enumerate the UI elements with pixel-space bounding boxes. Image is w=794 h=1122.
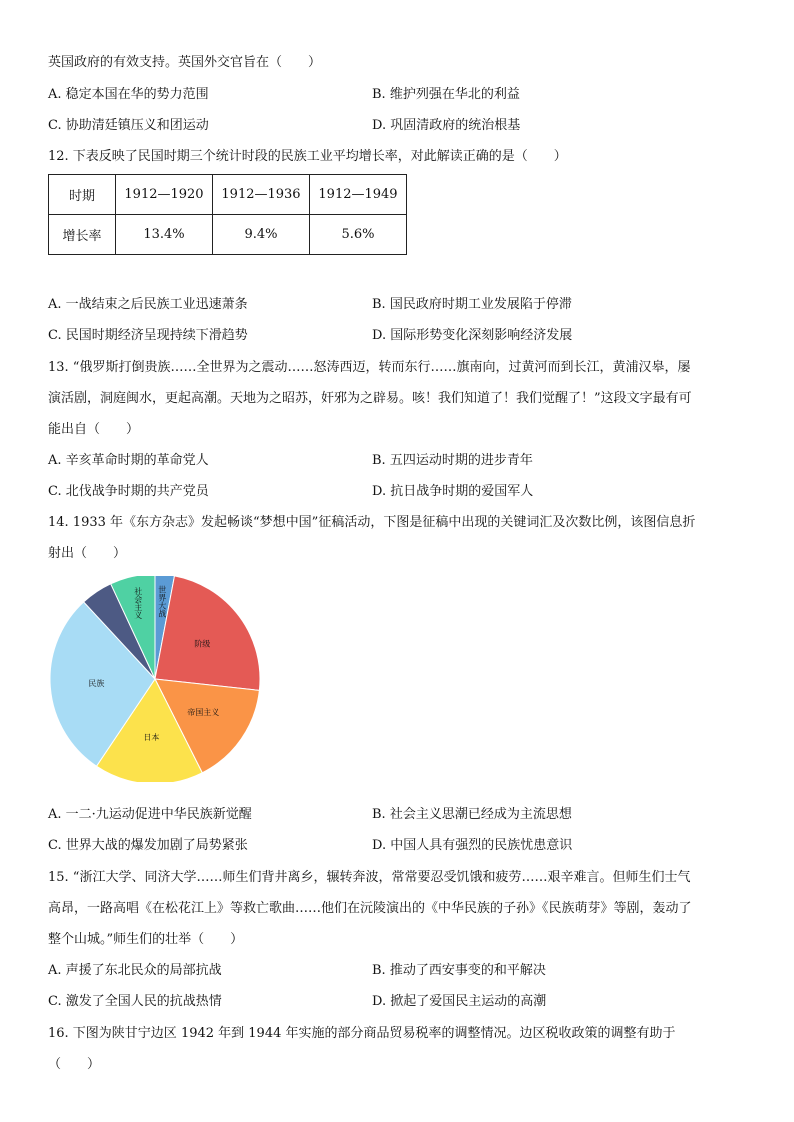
- q15-stem-line-3: 整个山城。”师生们的壮举（ ）: [48, 932, 244, 947]
- q12-option-a[interactable]: A. 一战结束之后民族工业迅速萧条: [48, 297, 248, 312]
- pie-slice-label: 日本: [143, 733, 160, 743]
- q16-stem-line-1: 16. 下图为陕甘宁边区 1942 年到 1944 年实施的部分商品贸易税率的调整情况。边区税收政策的调整有助于: [48, 1026, 676, 1041]
- table-cell: 1912—1920: [116, 175, 213, 215]
- q11-option-a[interactable]: A. 稳定本国在华的势力范围: [48, 87, 209, 102]
- table-cell: 9.4%: [213, 215, 310, 255]
- pie-slice-label: 世界大战: [157, 585, 167, 618]
- q13-option-b[interactable]: B. 五四运动时期的进步青年: [372, 453, 533, 468]
- q14-option-d[interactable]: D. 中国人具有强烈的民族忧患意识: [372, 838, 573, 853]
- q15-option-d[interactable]: D. 掀起了爱国民主运动的高潮: [372, 994, 547, 1009]
- pie-slice-label: 民族: [88, 679, 105, 689]
- q12-option-c[interactable]: C. 民国时期经济呈现持续下滑趋势: [48, 328, 248, 343]
- q14-option-a[interactable]: A. 一二·九运动促进中华民族新觉醒: [48, 807, 252, 822]
- q15-option-a[interactable]: A. 声援了东北民众的局部抗战: [48, 963, 222, 978]
- keyword-pie-chart: [46, 576, 264, 782]
- q12-option-d[interactable]: D. 国际形势变化深刻影响经济发展: [372, 328, 573, 343]
- q13-stem-line-3: 能出自（ ）: [48, 422, 140, 437]
- q11-option-c[interactable]: C. 协助清廷镇压义和团运动: [48, 118, 209, 133]
- q14-option-c[interactable]: C. 世界大战的爆发加剧了局势紧张: [48, 838, 248, 853]
- q15-option-b[interactable]: B. 推动了西安事变的和平解决: [372, 963, 546, 978]
- q14-stem-line-2: 射出（ ）: [48, 546, 127, 561]
- pie-slice-label: 帝国主义: [187, 708, 220, 718]
- q12-stem: 12. 下表反映了民国时期三个统计时段的民族工业平均增长率，对此解读正确的是（ ）: [48, 149, 567, 164]
- q13-option-a[interactable]: A. 辛亥革命时期的革命党人: [48, 453, 209, 468]
- table-cell: 1912—1936: [213, 175, 310, 215]
- q11-stem-tail: 英国政府的有效支持。英国外交官旨在（ ）: [48, 55, 322, 70]
- q13-option-c[interactable]: C. 北伐战争时期的共产党员: [48, 484, 209, 499]
- table-cell: 13.4%: [116, 215, 213, 255]
- q11-option-b[interactable]: B. 维护列强在华北的利益: [372, 87, 520, 102]
- q14-option-b[interactable]: B. 社会主义思潮已经成为主流思想: [372, 807, 572, 822]
- q15-option-c[interactable]: C. 激发了全国人民的抗战热情: [48, 994, 222, 1009]
- table-cell: 时期: [49, 175, 116, 215]
- q15-stem-line-2: 高昂，一路高唱《在松花江上》等救亡歌曲……他们在沅陵演出的《中华民族的子孙》《民族萌芽》等剧，轰动了: [48, 901, 692, 916]
- q16-stem-line-2: （ ）: [48, 1057, 101, 1072]
- table-row: [49, 215, 407, 255]
- q13-option-d[interactable]: D. 抗日战争时期的爱国军人: [372, 484, 534, 499]
- growth-rate-table: [48, 174, 407, 255]
- q13-stem-line-2: 演活剧，洞庭闽水，更起高潮。天地为之昭苏，奸邪为之辟易。咳！我们知道了！我们觉醒了！”这段文字最有可: [48, 391, 692, 406]
- table-cell: 1912—1949: [310, 175, 407, 215]
- table-cell: 5.6%: [310, 215, 407, 255]
- pie-slice-label: 阶级: [194, 639, 211, 649]
- q11-option-d[interactable]: D. 巩固清政府的统治根基: [372, 118, 521, 133]
- q12-option-b[interactable]: B. 国民政府时期工业发展陷于停滞: [372, 297, 572, 312]
- q14-stem-line-1: 14. 1933 年《东方杂志》发起畅谈“梦想中国”征稿活动，下图是征稿中出现的关键词汇及次数比例，该图信息折: [48, 515, 696, 530]
- q15-stem-line-1: 15. “浙江大学、同济大学……师生们背井离乡，辗转奔波，常常要忍受饥饿和疲劳……艰辛难言。但师生们士气: [48, 870, 691, 885]
- pie-slice-label: 社会主义: [133, 587, 143, 620]
- table-header-row: [49, 175, 407, 215]
- table-cell: 增长率: [49, 215, 116, 255]
- pie-slice: [155, 576, 260, 690]
- q13-stem-line-1: 13. “俄罗斯打倒贵族……全世界为之震动……怒涛西迈，转而东行……旗南向，过黄河而到长江，黄浦汉皋，屡: [48, 360, 691, 375]
